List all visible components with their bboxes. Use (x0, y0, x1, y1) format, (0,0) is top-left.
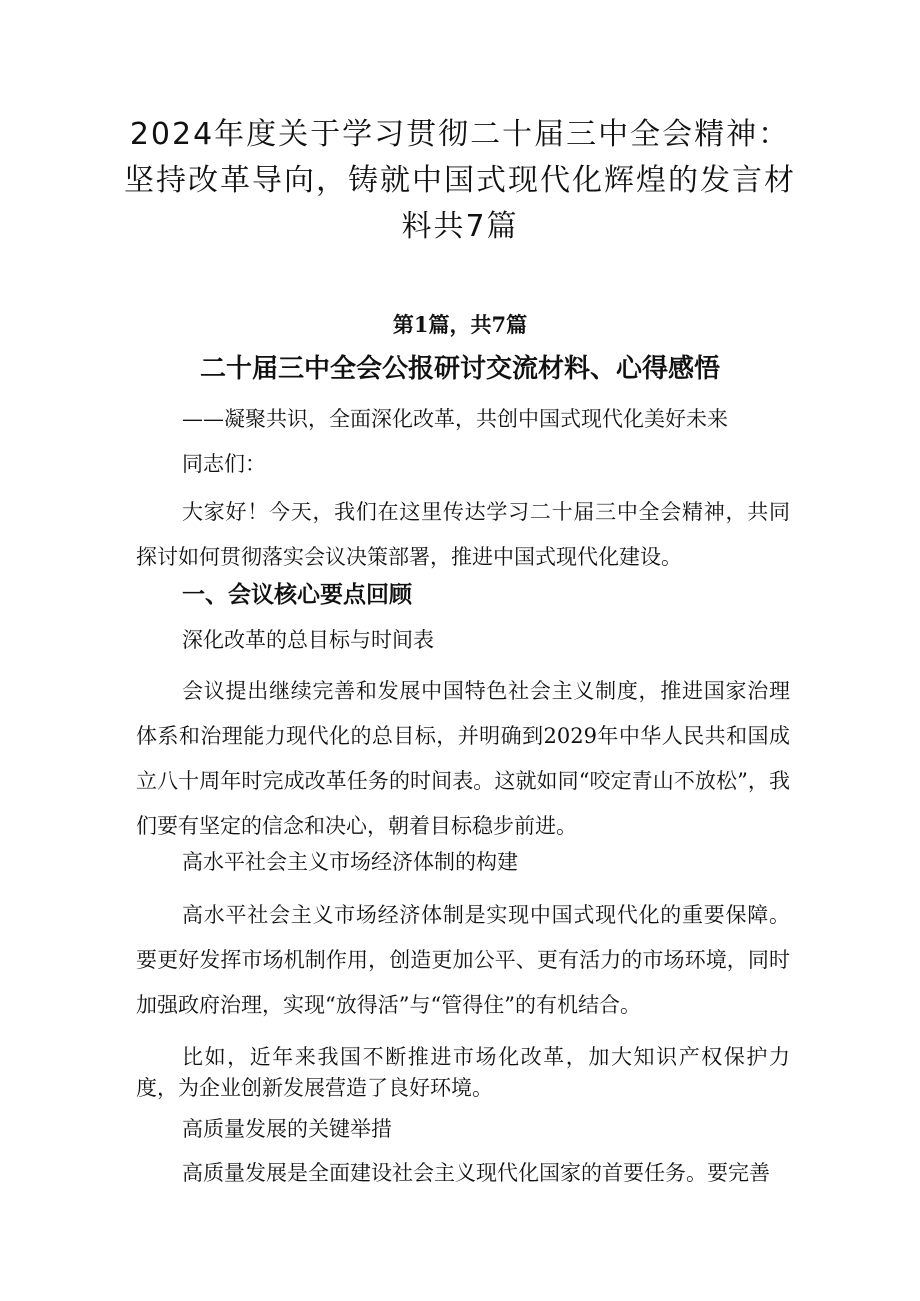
section-title: 二十届三中全会公报研讨交流材料、心得感悟 (199, 354, 720, 384)
paragraph-example: 比如，近年来我国不断推进市场化改革，加大知识产权保护力度，为企业创新发展营造了良好环境。 (136, 1045, 790, 1100)
intro-paragraph: 大家好！今天，我们在这里传达学习二十届三中全会精神，共同探讨如何贯彻落实会议决策部署，推进中国式现代化建设。 (136, 500, 790, 569)
heading-core-points: 一、会议核心要点回顾 (182, 582, 412, 608)
salutation: 同志们： (182, 452, 266, 476)
subheading-market-economy: 高水平社会主义市场经济体制的构建 (182, 850, 518, 874)
paragraph-reform-goal: 会议提出继续完善和发展中国特色社会主义制度，推进国家治理体系和治理能力现代化的总目标，并明确到2029年中华人民共和国成立八十周年时完成改革任务的时间表。这就如同“咬定青山不放松”，我们要有坚定的信念和决心，朝着目标稳步前进。 (136, 679, 790, 838)
paragraph-market-economy: 高水平社会主义市场经济体制是实现中国式现代化的重要保障。要更好发挥市场机制作用，创造更加公平、更有活力的市场环境，同时加强政府治理，实现“放得活”与“管得住”的有机结合。 (136, 903, 790, 1017)
section-subtitle: ——凝聚共识，全面深化改革，共创中国式现代化美好未来 (182, 407, 728, 431)
document-title: 2024年度关于学习贯彻二十届三中全会精神：坚持改革导向，铸就中国式现代化辉煌的发言材料共7篇 (124, 117, 796, 244)
subheading-high-quality: 高质量发展的关键举措 (182, 1117, 392, 1141)
paragraph-high-quality: 高质量发展是全面建设社会主义现代化国家的首要任务。要完善 (182, 1161, 770, 1185)
part-label: 第1篇，共7篇 (392, 312, 528, 337)
subheading-reform-goal: 深化改革的总目标与时间表 (182, 628, 434, 652)
